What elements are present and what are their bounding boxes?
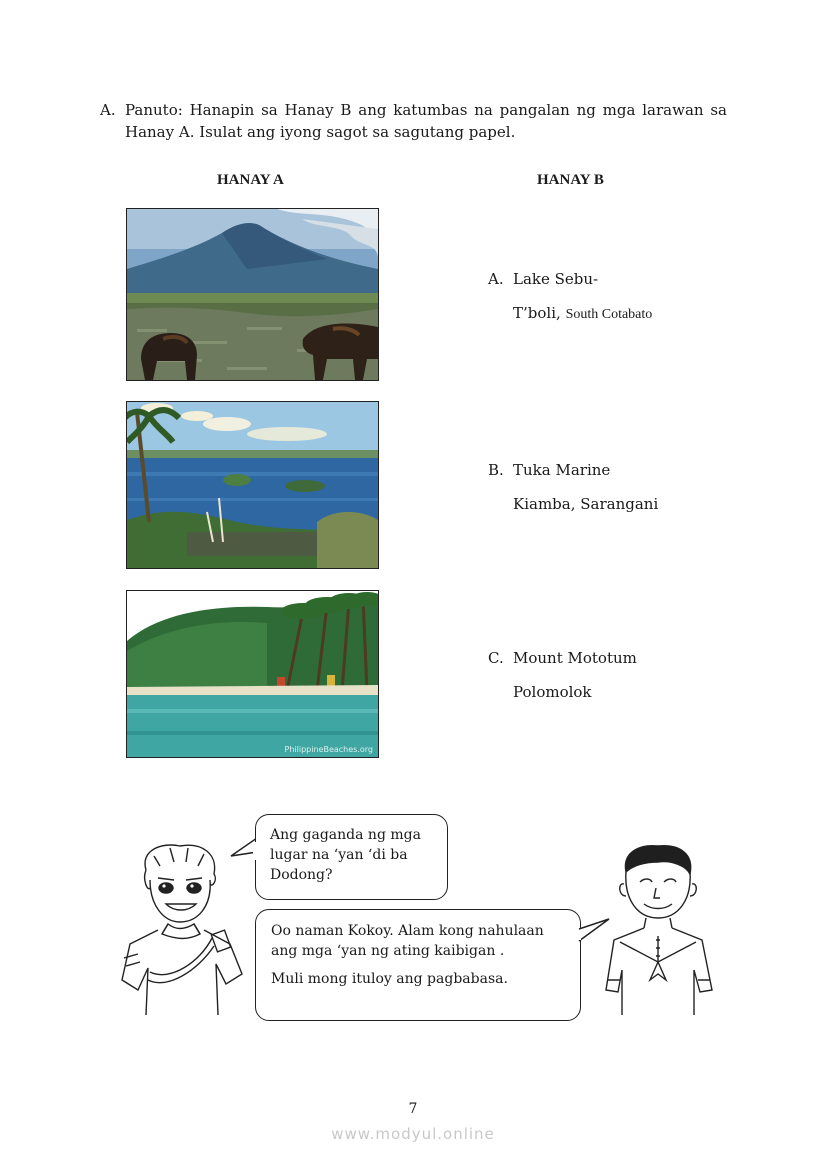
- hanay-b-heading: HANAY B: [537, 172, 604, 188]
- choice-b-letter: B.: [488, 461, 504, 479]
- choice-a-province: South Cotabato: [565, 307, 653, 322]
- picture-mountain: [126, 208, 379, 381]
- choice-a-line2: T’boli,: [513, 304, 561, 322]
- choice-b-line1: Tuka Marine: [513, 461, 611, 479]
- hanay-a-heading: HANAY A: [217, 172, 284, 188]
- choice-c-line1: Mount Mototum: [513, 649, 637, 667]
- choice-c-line2: Polomolok: [513, 683, 592, 701]
- choice-a-letter: A.: [488, 270, 504, 288]
- bubble-dodong-instruction: Muli mong ituloy ang pagbabasa.: [271, 971, 508, 987]
- bubble-dodong-text: Oo naman Kokoy. Alam kong nahulaan ang mga ‘yan ng ating kaibigan .: [271, 923, 544, 959]
- instruction-text: Panuto: Hanapin sa Hanay B ang katumbas na pangalan ng mga larawan sa Hanay A. Isulat ang iyong sagot sa sagutang papel.: [125, 101, 727, 141]
- choice-c-letter: C.: [488, 649, 504, 667]
- instruction-marker: A.: [100, 101, 116, 119]
- picture-beach: [126, 590, 379, 758]
- page-number: 7: [408, 1101, 418, 1117]
- picture-lake: [126, 401, 379, 569]
- speech-bubble-kokoy: [230, 814, 450, 900]
- beach-photo-watermark: PhilippineBeaches.org: [284, 745, 373, 754]
- bubble-kokoy-text: Ang gaganda ng mga lugar na ‘yan ‘di ba Dodong?: [270, 827, 421, 883]
- boy-left-illustration: [118, 840, 248, 1015]
- choice-a-line1: Lake Sebu-: [513, 270, 599, 288]
- speech-bubble-dodong: [255, 909, 615, 1021]
- choice-b-line2: Kiamba, Sarangani: [513, 495, 659, 513]
- site-watermark: www.modyul.online: [331, 1125, 495, 1143]
- boy-right-illustration: [600, 840, 718, 1015]
